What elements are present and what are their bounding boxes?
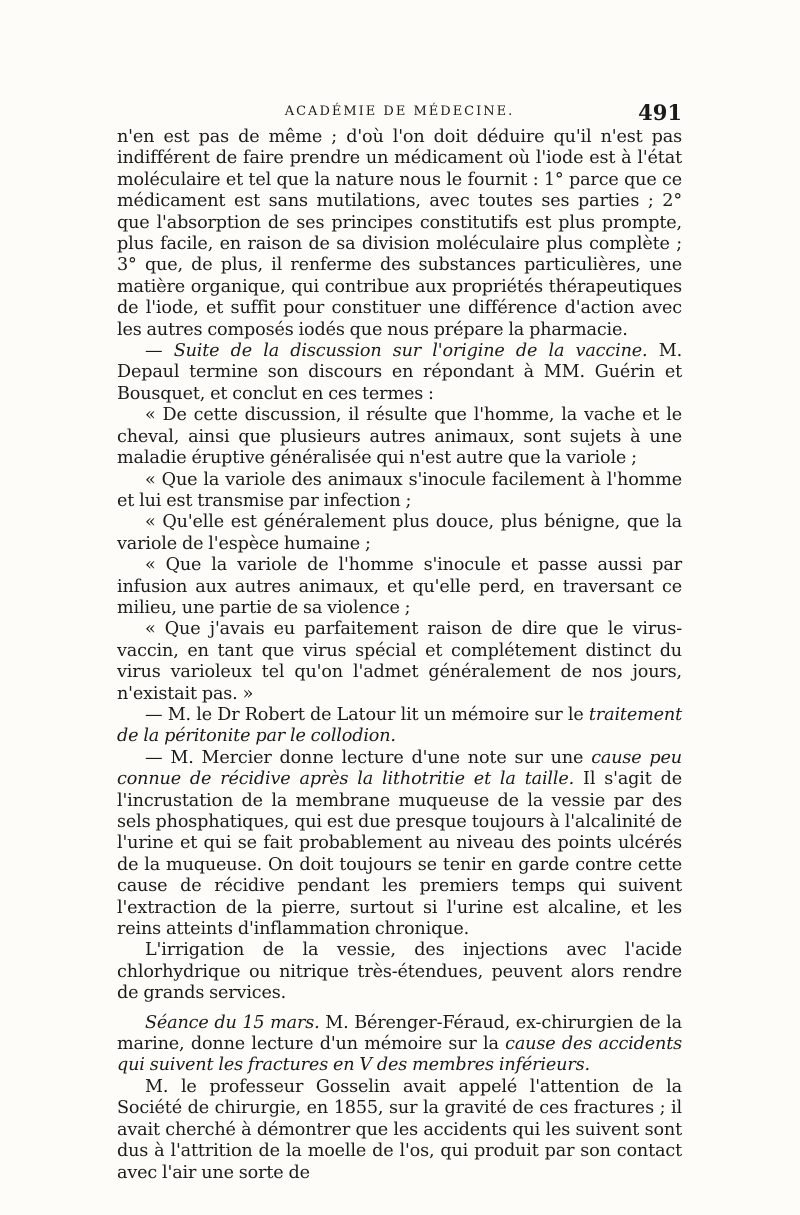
text-run: — xyxy=(145,341,174,362)
paragraph xyxy=(117,341,682,405)
italic-text: cause peu connue de récidive après la lithotritie et la taille. xyxy=(117,747,682,790)
body-text xyxy=(117,127,682,1184)
italic-text: Séance du 15 mars. xyxy=(145,1012,320,1033)
paragraph xyxy=(117,705,682,748)
text-run: — M. Mercier donne lecture d'une note sur une xyxy=(145,747,592,768)
text-run: « Que j'avais eu parfaitement raison de dire que le virus-vaccin, en tant que virus spécial et complétement distinct du virus varioleux tel qu'on l'admet généralement de nos jours, n'existait pas. » xyxy=(117,619,682,704)
paragraph xyxy=(117,1077,682,1184)
italic-text: traitement de la péritonite par le collodion. xyxy=(117,704,682,747)
text-run: M. Depaul termine son discours en répondant à MM. Guérin et Bousquet, et conclut en ces termes : xyxy=(117,341,683,404)
paragraph xyxy=(117,940,682,1004)
text-run: M. le professeur Gosselin avait appelé l'attention de la Société de chirurgie, en 1855, sur la gravité de ces fractures ; il avait cherché à démontrer que les accidents qui les suivent sont dus à l'attrition de la moelle de l'os, qui produit par son contact avec l'air une sorte de xyxy=(117,1076,682,1183)
text-run: — M. le Dr Robert de Latour lit un mémoire sur le xyxy=(145,704,589,725)
page-header xyxy=(117,100,682,126)
italic-text: cause des accidents qui suivent les fractures en V des membres inférieurs. xyxy=(117,1034,682,1076)
paragraph xyxy=(117,555,682,619)
paragraph xyxy=(117,405,682,469)
text-run: « Que la variole des animaux s'inocule facilement à l'homme et lui est transmise par infection ; xyxy=(117,469,682,511)
text-run: « De cette discussion, il résulte que l'homme, la vache et le cheval, ainsi que plusieurs autres animaux, sont sujets à une maladie éruptive généralisée qui n'est autre que la variole ; xyxy=(117,405,682,469)
text-run: n'en est pas de même ; d'où l'on doit déduire qu'il n'est pas indifférent de faire prendre un médicament où l'iode est à l'état moléculaire et tel que la nature nous le fournit : 1° parce que ce médicament est sans mutilations, avec toutes ses parties ; 2° que l'absorption de ses principes constitutifs est plus prompte, plus facile, en raison de sa division moléculaire plus complète ; 3° que, de plus, il renferme des substances particulières, une matière organique, qui contribue aux propriétés thérapeutiques de l'iode, et suffit pour constituer une différence d'action avec les autres composés iodés que nous prépare la pharmacie. xyxy=(117,127,682,340)
running-title: ACADÉMIE DE MÉDECINE. xyxy=(284,104,515,119)
text-run: L'irrigation de la vessie, des injections avec l'acide chlorhydrique ou nitrique très-étendues, peuvent alors rendre de grands services. xyxy=(117,940,682,1004)
paragraph xyxy=(117,619,682,705)
paragraph xyxy=(117,470,682,513)
italic-text: Suite de la discussion sur l'origine de la vaccine. xyxy=(173,341,648,362)
page-number: 491 xyxy=(638,100,682,125)
paragraph xyxy=(117,1013,682,1077)
paragraph xyxy=(117,127,682,341)
text-run: « Que la variole de l'homme s'inocule et passe aussi par infusion aux autres animaux, et qu'elle perd, en traversant ce milieu, une partie de sa violence ; xyxy=(117,555,682,618)
paragraph xyxy=(117,748,682,941)
text-run: « Qu'elle est généralement plus douce, plus bénigne, que la variole de l'espèce humaine ; xyxy=(117,512,682,554)
paragraph xyxy=(117,512,682,555)
text-run: M. Bérenger-Féraud, ex-chirurgien de la marine, donne lecture d'un mémoire sur la xyxy=(117,1012,682,1055)
text-run: Il s'agit de l'incrustation de la membrane muqueuse de la vessie par des sels phosphatiques, qui est due presque toujours à l'alcalinité de l'urine et qui se fait probablement au niveau des points ulcérés de la muqueuse. On doit toujours se tenir en garde contre cette cause de récidive pendant les premiers temps qui suivent l'extraction de la pierre, surtout si l'urine est alcaline, et les reins atteints d'inflammation chronique. xyxy=(117,769,682,940)
